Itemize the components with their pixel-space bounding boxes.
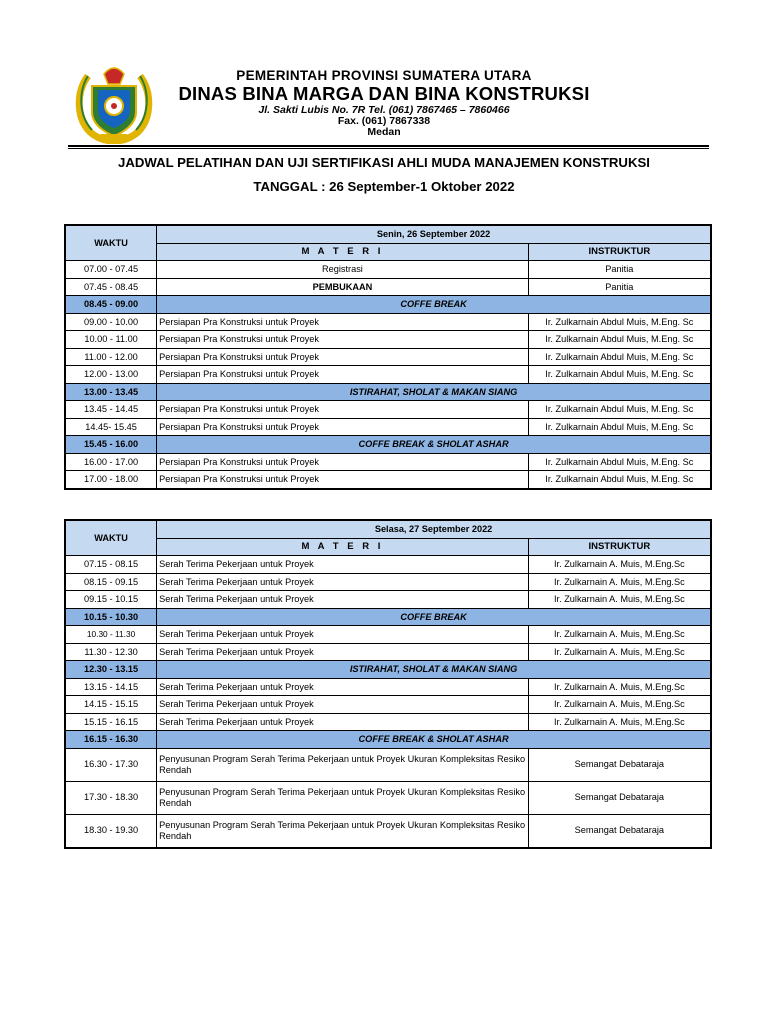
session-materi: Serah Terima Pekerjaan untuk Proyek [157, 556, 529, 574]
session-materi: Persiapan Pra Konstruksi untuk Proyek [157, 366, 529, 384]
session-time: 09.00 - 10.00 [66, 313, 157, 331]
header-divider-thick [68, 145, 709, 147]
session-time: 11.00 - 12.00 [66, 348, 157, 366]
session-instruktur: Ir. Zulkarnain Abdul Muis, M.Eng. Sc [528, 313, 710, 331]
session-materi: Persiapan Pra Konstruksi untuk Proyek [157, 331, 529, 349]
session-materi: Registrasi [157, 261, 529, 279]
session-instruktur: Semangat Debataraja [528, 814, 710, 847]
document-title: JADWAL PELATIHAN DAN UJI SERTIFIKASI AHLI MUDA MANAJEMEN KONSTRUKSI [118, 155, 650, 170]
schedule-table-day-1 [65, 225, 711, 489]
session-instruktur: Ir. Zulkarnain A. Muis, M.Eng.Sc [528, 626, 710, 644]
break-time: 16.15 - 16.30 [66, 731, 157, 749]
session-materi: Serah Terima Pekerjaan untuk Proyek [157, 678, 529, 696]
table-row [66, 748, 711, 781]
session-materi: Serah Terima Pekerjaan untuk Proyek [157, 573, 529, 591]
session-time: 14.45- 15.45 [66, 418, 157, 436]
session-instruktur: Ir. Zulkarnain Abdul Muis, M.Eng. Sc [528, 401, 710, 419]
table-column-header-row [66, 243, 711, 261]
table-row [66, 331, 711, 349]
table-row [66, 713, 711, 731]
session-time: 13.15 - 14.15 [66, 678, 157, 696]
session-time: 18.30 - 19.30 [66, 814, 157, 847]
session-time: 09.15 - 10.15 [66, 591, 157, 609]
instruktur-header: INSTRUKTUR [528, 243, 710, 261]
session-time: 16.00 - 17.00 [66, 453, 157, 471]
session-materi: Persiapan Pra Konstruksi untuk Proyek [157, 313, 529, 331]
session-instruktur: Panitia [528, 278, 710, 296]
session-materi: Serah Terima Pekerjaan untuk Proyek [157, 643, 529, 661]
session-materi: Persiapan Pra Konstruksi untuk Proyek [157, 401, 529, 419]
session-instruktur: Ir. Zulkarnain A. Muis, M.Eng.Sc [528, 713, 710, 731]
waktu-header: WAKTU [66, 521, 157, 556]
session-materi: Serah Terima Pekerjaan untuk Proyek [157, 626, 529, 644]
session-time: 17.30 - 18.30 [66, 781, 157, 814]
table-row [66, 471, 711, 489]
table-row [66, 348, 711, 366]
session-time: 16.30 - 17.30 [66, 748, 157, 781]
table-row [66, 591, 711, 609]
table-row [66, 781, 711, 814]
break-time: 13.00 - 13.45 [66, 383, 157, 401]
session-time: 13.45 - 14.45 [66, 401, 157, 419]
table-header-row [66, 521, 711, 539]
break-time: 15.45 - 16.00 [66, 436, 157, 454]
table-row [66, 626, 711, 644]
break-label: COFFE BREAK & SHOLAT ASHAR [157, 731, 711, 749]
table-row [66, 678, 711, 696]
session-instruktur: Ir. Zulkarnain Abdul Muis, M.Eng. Sc [528, 471, 710, 489]
session-instruktur: Ir. Zulkarnain Abdul Muis, M.Eng. Sc [528, 418, 710, 436]
session-materi: Persiapan Pra Konstruksi untuk Proyek [157, 418, 529, 436]
table-row [66, 313, 711, 331]
document-date-range: TANGGAL : 26 September-1 Oktober 2022 [253, 179, 515, 194]
session-instruktur: Ir. Zulkarnain A. Muis, M.Eng.Sc [528, 678, 710, 696]
break-time: 08.45 - 09.00 [66, 296, 157, 314]
session-instruktur: Semangat Debataraja [528, 781, 710, 814]
session-materi: Serah Terima Pekerjaan untuk Proyek [157, 591, 529, 609]
break-label: ISTIRAHAT, SHOLAT & MAKAN SIANG [157, 383, 711, 401]
table-row [66, 278, 711, 296]
session-materi: Penyusunan Program Serah Terima Pekerjaan untuk Proyek Ukuran Kompleksitas Resiko Rendah [157, 748, 529, 781]
break-label: COFFE BREAK [157, 296, 711, 314]
break-row [66, 383, 711, 401]
table-row [66, 418, 711, 436]
header-city: Medan [367, 126, 401, 138]
session-materi: Persiapan Pra Konstruksi untuk Proyek [157, 471, 529, 489]
break-row [66, 731, 711, 749]
break-row [66, 608, 711, 626]
day-date-header: Selasa, 27 September 2022 [157, 521, 711, 539]
session-instruktur: Ir. Zulkarnain Abdul Muis, M.Eng. Sc [528, 366, 710, 384]
session-materi: Serah Terima Pekerjaan untuk Proyek [157, 696, 529, 714]
table-row [66, 401, 711, 419]
header-agency-name: DINAS BINA MARGA DAN BINA KONSTRUKSI [178, 83, 590, 104]
break-row [66, 661, 711, 679]
table-row [66, 453, 711, 471]
table-row [66, 556, 711, 574]
session-time: 11.30 - 12.30 [66, 643, 157, 661]
materi-header: M A T E R I [157, 538, 529, 556]
session-instruktur: Ir. Zulkarnain Abdul Muis, M.Eng. Sc [528, 453, 710, 471]
session-instruktur: Ir. Zulkarnain A. Muis, M.Eng.Sc [528, 643, 710, 661]
session-materi: PEMBUKAAN [157, 278, 529, 296]
session-time: 10.00 - 11.00 [66, 331, 157, 349]
session-instruktur: Ir. Zulkarnain Abdul Muis, M.Eng. Sc [528, 331, 710, 349]
waktu-header: WAKTU [66, 226, 157, 261]
session-instruktur: Semangat Debataraja [528, 748, 710, 781]
session-time: 10.30 - 11.30 [66, 626, 157, 644]
session-materi: Penyusunan Program Serah Terima Pekerjaan untuk Proyek Ukuran Kompleksitas Resiko Rendah [157, 814, 529, 847]
session-instruktur: Ir. Zulkarnain A. Muis, M.Eng.Sc [528, 556, 710, 574]
session-instruktur: Ir. Zulkarnain A. Muis, M.Eng.Sc [528, 696, 710, 714]
session-time: 07.45 - 08.45 [66, 278, 157, 296]
session-time: 08.15 - 09.15 [66, 573, 157, 591]
header-government-name: PEMERINTAH PROVINSI SUMATERA UTARA [236, 68, 532, 83]
session-time: 14.15 - 15.15 [66, 696, 157, 714]
header-fax: Fax. (061) 7867338 [337, 115, 431, 127]
table-row [66, 261, 711, 279]
session-instruktur: Ir. Zulkarnain Abdul Muis, M.Eng. Sc [528, 348, 710, 366]
table-row [66, 696, 711, 714]
break-label: ISTIRAHAT, SHOLAT & MAKAN SIANG [157, 661, 711, 679]
session-instruktur: Ir. Zulkarnain A. Muis, M.Eng.Sc [528, 591, 710, 609]
session-materi: Persiapan Pra Konstruksi untuk Proyek [157, 453, 529, 471]
schedule-table-day-2 [65, 520, 711, 848]
break-time: 12.30 - 13.15 [66, 661, 157, 679]
table-row [66, 643, 711, 661]
instruktur-header: INSTRUKTUR [528, 538, 710, 556]
session-instruktur: Panitia [528, 261, 710, 279]
header-divider-thin [68, 148, 709, 149]
session-time: 07.00 - 07.45 [66, 261, 157, 279]
break-label: COFFE BREAK [157, 608, 711, 626]
table-row [66, 366, 711, 384]
break-label: COFFE BREAK & SHOLAT ASHAR [157, 436, 711, 454]
session-time: 07.15 - 08.15 [66, 556, 157, 574]
session-time: 12.00 - 13.00 [66, 366, 157, 384]
break-row [66, 296, 711, 314]
session-time: 17.00 - 18.00 [66, 471, 157, 489]
session-materi: Penyusunan Program Serah Terima Pekerjaan untuk Proyek Ukuran Kompleksitas Resiko Rendah [157, 781, 529, 814]
break-row [66, 436, 711, 454]
break-time: 10.15 - 10.30 [66, 608, 157, 626]
session-materi: Serah Terima Pekerjaan untuk Proyek [157, 713, 529, 731]
session-materi: Persiapan Pra Konstruksi untuk Proyek [157, 348, 529, 366]
table-header-row [66, 226, 711, 244]
table-row [66, 814, 711, 847]
day-date-header: Senin, 26 September 2022 [157, 226, 711, 244]
session-time: 15.15 - 16.15 [66, 713, 157, 731]
session-instruktur: Ir. Zulkarnain A. Muis, M.Eng.Sc [528, 573, 710, 591]
materi-header: M A T E R I [157, 243, 529, 261]
table-column-header-row [66, 538, 711, 556]
table-row [66, 573, 711, 591]
header-address: Jl. Sakti Lubis No. 7R Tel. (061) 7867465 – 7860466 [258, 104, 510, 116]
